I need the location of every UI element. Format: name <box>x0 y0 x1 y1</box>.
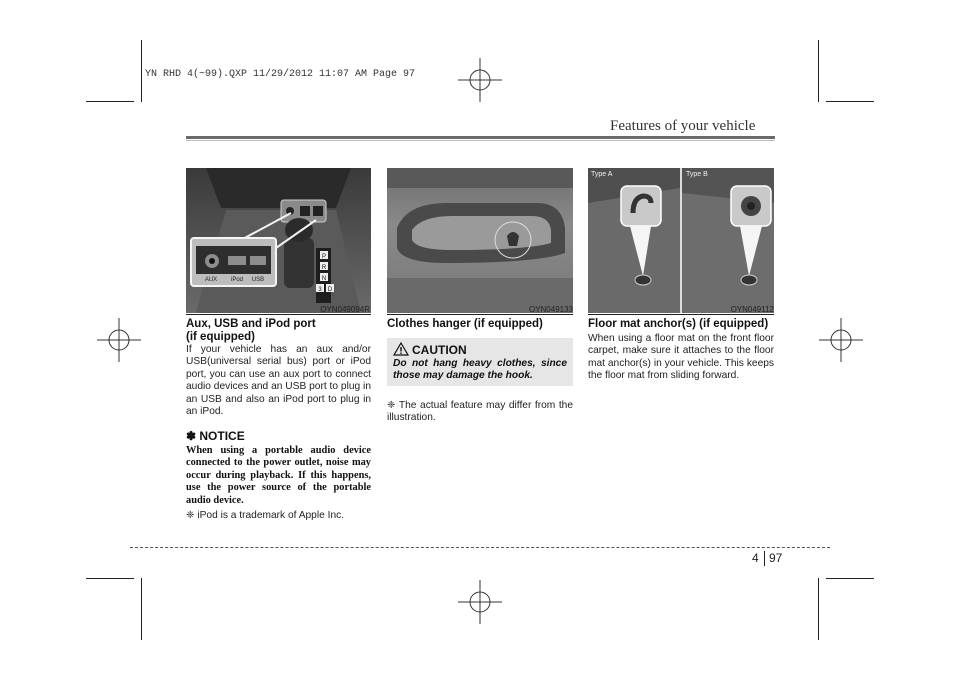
notice-body: When using a portable audio device connected to the power outlet, noise may occur during playback. If this happens, use the power source of the portable audio device. <box>186 445 371 506</box>
section-heading-clothes-hanger: Clothes hanger (if equipped) <box>387 318 543 330</box>
warning-triangle-icon <box>393 342 409 356</box>
photo-rule <box>588 314 774 315</box>
section-heading-floor-mat: Floor mat anchor(s) (if equipped) <box>588 318 769 330</box>
clothes-hanger-photo <box>387 168 573 313</box>
page-number: 97 <box>769 551 783 565</box>
footer-dashed-rule <box>130 547 830 548</box>
header-rule <box>186 136 775 139</box>
aux-usb-body: If your vehicle has an aux and/or USB(universal serial bus) port or iPod port, you can use an aux port to connect audio devices and an USB port to plug in an USB and also an iPod port to plug in an iPod. <box>186 344 371 418</box>
heading-line-2: (if equipped) <box>186 331 255 343</box>
floor-mat-anchor-photo <box>588 168 774 313</box>
ipod-label: iPod <box>230 277 244 283</box>
usb-label: USB <box>251 277 265 283</box>
photo-rule <box>186 314 371 315</box>
gear-label-n: N <box>321 276 327 282</box>
print-slug: YN RHD 4(~99).QXP 11/29/2012 11:07 AM Page 97 <box>145 69 416 80</box>
header-rule-shadow <box>186 140 775 141</box>
clothes-hanger-illustration <box>387 168 573 313</box>
gear-label-3: 3 <box>318 287 322 293</box>
caution-body: Do not hang heavy clothes, since those may damage the hook. <box>393 358 567 382</box>
ipod-trademark-note: ❈ iPod is a trademark of Apple Inc. <box>186 510 345 521</box>
photo-rule <box>387 314 573 315</box>
chapter-number: 4 <box>752 551 759 565</box>
caution-title: CAUTION <box>412 343 467 357</box>
photo-code: OYN049094R <box>320 305 370 314</box>
crop-mark <box>826 101 874 102</box>
floor-mat-anchor-illustration <box>588 168 774 313</box>
registration-mark-icon <box>458 58 502 102</box>
crop-mark <box>141 40 142 102</box>
crop-mark <box>826 578 874 579</box>
crop-mark <box>141 578 142 640</box>
type-a-label: Type A <box>591 171 613 178</box>
crop-mark <box>86 578 134 579</box>
gear-label-d: D <box>327 287 333 293</box>
notice-heading: ✽ NOTICE <box>186 429 245 443</box>
page-number-divider <box>764 551 765 566</box>
center-console-illustration <box>186 168 371 313</box>
section-heading-aux-usb <box>186 318 371 344</box>
photo-code: OYN049112 <box>730 305 774 314</box>
registration-mark-icon <box>97 318 141 362</box>
gear-label-p: P <box>321 254 327 260</box>
floor-mat-body: When using a floor mat on the front floor carpet, make sure it attaches to the floor mat anchor(s) in your vehicle. This keeps the floor mat from sliding forward. <box>588 333 774 382</box>
photo-code: OYN049133 <box>528 305 573 314</box>
crop-mark <box>86 101 134 102</box>
crop-mark <box>818 578 819 640</box>
illustration-disclaimer: ❈ The actual feature may differ from the illustration. <box>387 400 573 424</box>
type-b-label: Type B <box>686 171 708 178</box>
gear-label-r: R <box>321 265 327 271</box>
heading-line-1: Aux, USB and iPod port <box>186 318 316 330</box>
registration-mark-icon <box>819 318 863 362</box>
registration-mark-icon <box>458 580 502 624</box>
page-header-title: Features of your vehicle <box>610 118 756 134</box>
crop-mark <box>818 40 819 102</box>
aux-usb-ipod-photo <box>186 168 371 313</box>
aux-label: AUX <box>204 277 218 283</box>
